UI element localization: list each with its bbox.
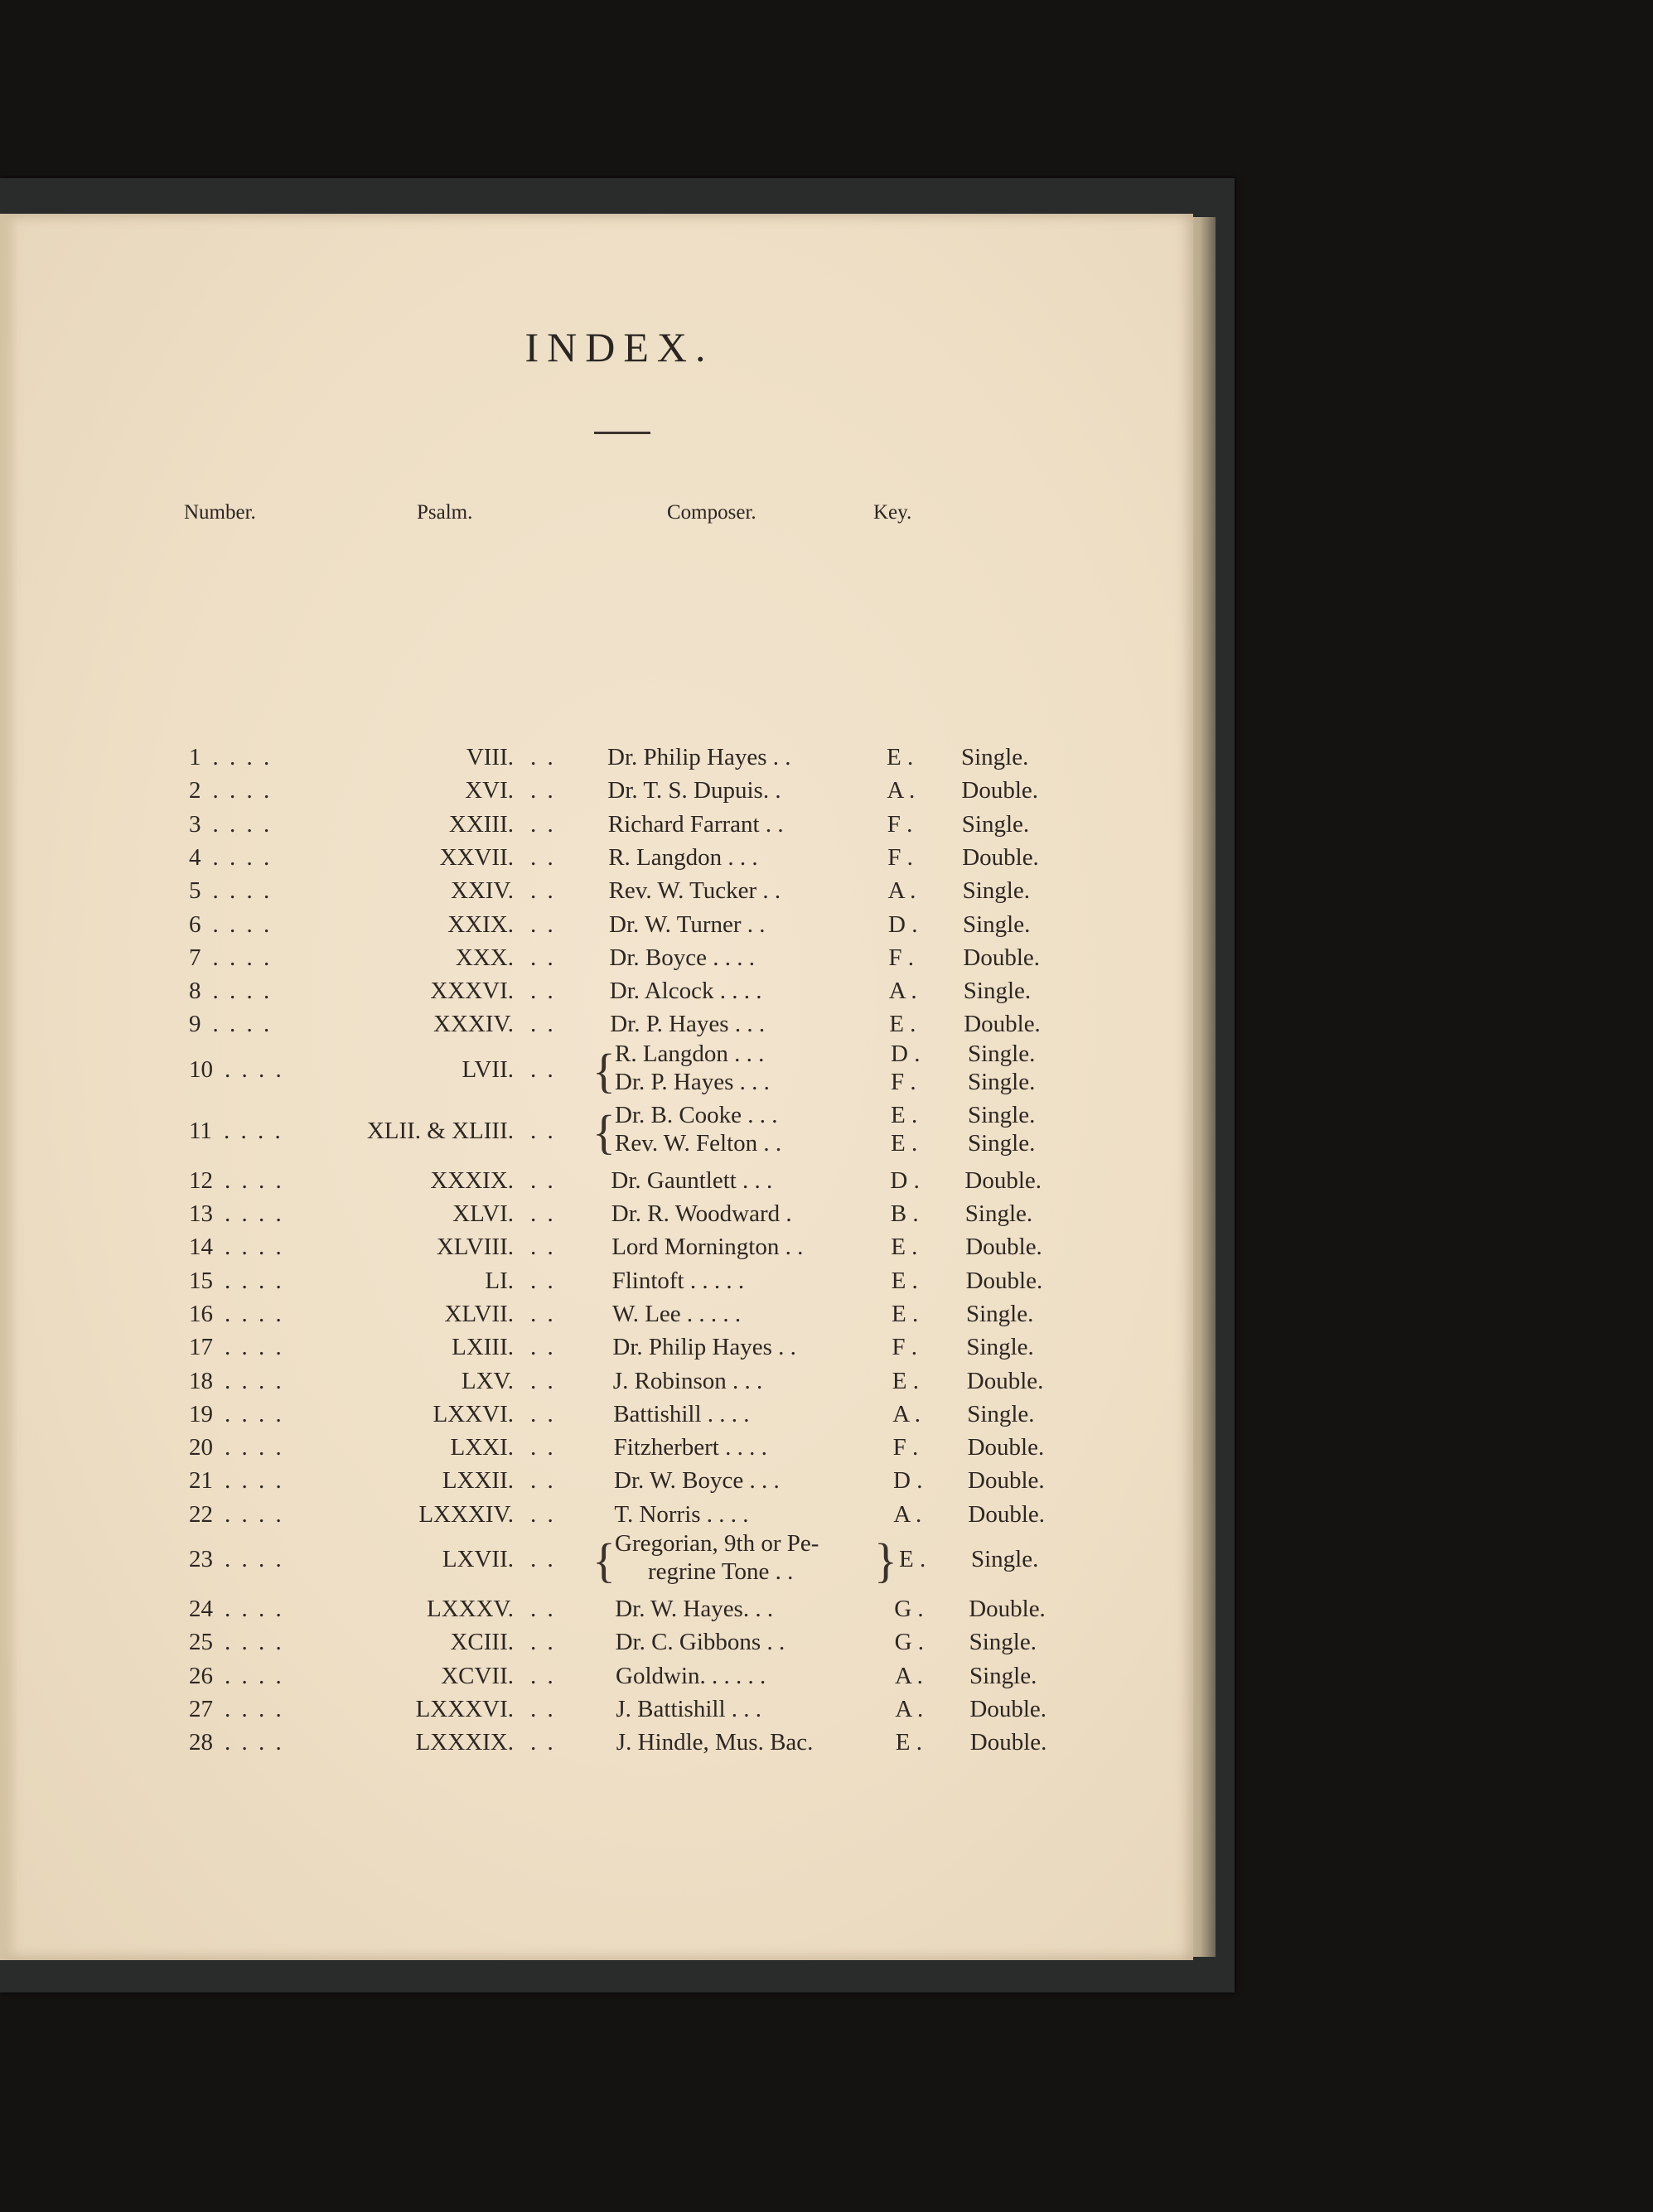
row-number (189, 911, 272, 939)
row-psalm: LXVII. (442, 1546, 514, 1572)
table-row (0, 877, 1193, 910)
table-row (0, 1629, 1193, 1662)
row-type: Single. (971, 1546, 1039, 1572)
row-leader-mid: . . (530, 1234, 556, 1261)
row-key: A . (888, 978, 917, 1005)
row-number-value: 10 (189, 1055, 213, 1083)
header-key: Key. (873, 501, 912, 524)
row-key: F . (888, 944, 915, 971)
row-key: A . (887, 777, 916, 804)
row-leader-mid: . . (530, 910, 556, 938)
row-number-value: 17 (189, 1334, 213, 1361)
row-leader-dots: . . . . (225, 1234, 284, 1261)
row-composer-b: Rev. W. Felton . . (615, 1129, 782, 1157)
row-leader-mid: . . (530, 1011, 556, 1038)
page-title: INDEX. (524, 324, 714, 370)
row-leader-mid: . . (530, 978, 556, 1005)
table-row (0, 1467, 1193, 1500)
row-psalm: XCVII. (441, 1662, 514, 1689)
row-number-value: 8 (189, 978, 201, 1005)
row-leader-dots: . . . . (225, 1267, 284, 1294)
row-brace-open: { (592, 1533, 616, 1587)
row-leader-dots: . . . . (225, 1546, 284, 1572)
row-number-value: 28 (189, 1729, 213, 1756)
row-leader-dots: . . . . (225, 1166, 284, 1194)
row-key: G . (894, 1629, 925, 1656)
row-composer: Rev. W. Tucker . . (608, 877, 781, 905)
row-number (189, 978, 272, 1005)
row-psalm: LXXXIV. (418, 1500, 514, 1528)
table-row (0, 1103, 1193, 1162)
table-row (0, 844, 1193, 877)
table-row (0, 1368, 1193, 1401)
row-leader-mid: . . (530, 1434, 556, 1461)
row-leader-dots: . . . . (212, 810, 273, 838)
row-type: Single. (966, 1300, 1034, 1327)
row-leader-mid: . . (530, 1200, 556, 1227)
row-composer: T. Norris . . . . (614, 1500, 749, 1528)
row-key: A . (887, 877, 916, 905)
row-key: F . (892, 1334, 918, 1361)
row-leader-dots: . . . . (225, 1200, 284, 1227)
table-row (0, 1041, 1193, 1101)
row-psalm: XXXVI. (430, 978, 514, 1005)
row-leader-mid: . . (530, 777, 556, 804)
row-psalm: XXVII. (439, 843, 514, 871)
row-key: A . (895, 1695, 924, 1722)
table-row (0, 1729, 1193, 1762)
row-type: Single. (969, 1629, 1037, 1656)
row-key: D . (888, 910, 918, 938)
row-key: A . (892, 1400, 921, 1427)
row-psalm: LXXI. (450, 1434, 514, 1461)
row-key: E . (899, 1546, 926, 1572)
row-leader-dots: . . . . (225, 1695, 284, 1722)
row-leader-dots: . . . . (225, 1300, 284, 1327)
row-type: Single. (962, 877, 1030, 905)
row-type-b: Single. (968, 1068, 1036, 1095)
row-leader-dots: . . . . (225, 1334, 284, 1361)
row-composer-a: R. Langdon . . . (615, 1040, 765, 1067)
table-row (0, 1268, 1193, 1301)
row-number (189, 1056, 284, 1084)
row-key: E . (892, 1367, 920, 1394)
row-key: E . (887, 744, 914, 770)
row-number-value: 15 (189, 1267, 213, 1294)
row-type: Double. (969, 1695, 1047, 1722)
row-psalm: XXIX. (447, 910, 514, 938)
table-row (0, 1596, 1193, 1629)
row-leader-dots: . . . . (225, 1500, 284, 1528)
row-number-value: 18 (189, 1367, 213, 1394)
row-leader-mid: . . (530, 1467, 556, 1495)
row-psalm: LXXVI. (433, 1400, 514, 1427)
row-type: Double. (965, 1234, 1042, 1261)
row-leader-mid: . . (530, 1662, 556, 1689)
row-psalm: XXX. (455, 944, 514, 971)
row-number (189, 1334, 284, 1361)
row-number (189, 1200, 284, 1228)
row-composer-a: Dr. B. Cooke . . . (615, 1101, 778, 1128)
row-psalm: VIII. (466, 744, 514, 770)
row-psalm: LXIII. (452, 1334, 514, 1361)
row-composer: Dr. Gauntlett . . . (611, 1166, 773, 1194)
row-leader-mid: . . (530, 1695, 556, 1722)
table-row (0, 1167, 1193, 1200)
header-composer: Composer. (667, 501, 756, 524)
row-psalm: XLVII. (444, 1300, 514, 1327)
row-number (189, 1696, 284, 1723)
row-type-a: Single. (968, 1040, 1036, 1067)
table-row (0, 1696, 1193, 1729)
row-key-a: E . (891, 1101, 918, 1128)
row-number-value: 13 (189, 1200, 213, 1227)
row-composer-b: Dr. P. Hayes . . . (615, 1068, 770, 1095)
row-number-value: 11 (189, 1117, 212, 1144)
row-number (189, 1729, 284, 1756)
row-leader-dots: . . . . (212, 1011, 273, 1038)
row-leader-dots: . . . . (225, 1467, 284, 1495)
row-key: A . (893, 1500, 922, 1528)
row-key: A . (895, 1662, 923, 1689)
row-leader-mid: . . (530, 877, 556, 905)
row-number (189, 1629, 284, 1656)
row-psalm: LXV. (461, 1367, 514, 1394)
row-number-value: 4 (189, 843, 201, 871)
row-number (189, 1011, 272, 1038)
row-leader-dots: . . . . (212, 744, 273, 770)
row-leader-dots: . . . . (223, 1117, 283, 1144)
row-type: Double. (965, 1267, 1043, 1294)
row-key: B . (890, 1200, 919, 1227)
table-row (0, 911, 1193, 944)
row-leader-mid: . . (530, 1055, 556, 1083)
row-psalm: XXIV. (451, 877, 514, 905)
title-rule (594, 432, 650, 434)
row-type: Double. (964, 1166, 1042, 1194)
table-row (0, 1501, 1193, 1534)
row-leader-dots: . . . . (212, 843, 273, 871)
row-psalm: XCIII. (450, 1629, 514, 1656)
row-type: Double. (968, 1467, 1045, 1495)
table-row (0, 1234, 1193, 1267)
row-key: F . (892, 1434, 919, 1461)
row-psalm: XXIII. (448, 810, 514, 838)
row-composer: Dr. W. Hayes. . . (615, 1596, 774, 1622)
row-composer: Goldwin. . . . . . (616, 1662, 766, 1689)
row-type: Single. (963, 910, 1031, 938)
row-key-a: D . (891, 1040, 921, 1067)
row-number-value: 2 (189, 777, 201, 804)
row-type: Single. (961, 810, 1030, 838)
row-leader-dots: . . . . (225, 1367, 284, 1394)
row-type: Double. (964, 1011, 1041, 1038)
row-key-b: F . (891, 1068, 916, 1095)
row-psalm: XLVIII. (436, 1234, 514, 1261)
table-row (0, 1301, 1193, 1334)
row-leader-mid: . . (530, 1500, 556, 1528)
row-composer: R. Langdon . . . (608, 843, 758, 871)
row-number (189, 1434, 284, 1461)
row-psalm: LVII. (462, 1055, 514, 1083)
row-composer: Dr. T. S. Dupuis. . (607, 777, 781, 804)
row-composer: J. Robinson . . . (612, 1367, 763, 1394)
table-row (0, 1334, 1193, 1367)
row-type: Double. (961, 777, 1039, 804)
row-psalm: LXXII. (442, 1467, 514, 1495)
row-type-b: Single. (968, 1129, 1036, 1157)
row-composer: J. Battishill . . . (616, 1695, 762, 1722)
row-number-value: 9 (189, 1011, 201, 1038)
row-key: D . (890, 1166, 920, 1194)
row-key: D . (893, 1467, 923, 1495)
header-psalm: Psalm. (417, 501, 473, 524)
row-composer: Flintoft . . . . . (611, 1267, 745, 1294)
row-number (189, 1596, 284, 1623)
row-composer-a: Gregorian, 9th or Pe- (615, 1530, 819, 1557)
row-psalm: XXXIV. (433, 1011, 514, 1038)
row-number-value: 20 (189, 1434, 213, 1461)
row-number (189, 844, 272, 872)
row-number (189, 877, 272, 905)
row-number-value: 16 (189, 1300, 213, 1327)
row-psalm: XLVI. (452, 1200, 514, 1227)
row-number-value: 19 (189, 1400, 213, 1427)
row-leader-dots: . . . . (225, 1629, 284, 1656)
row-leader-mid: . . (530, 1300, 556, 1327)
row-composer: Dr. R. Woodward . (611, 1200, 792, 1227)
row-number-value: 26 (189, 1662, 213, 1689)
row-number-value: 22 (189, 1500, 213, 1528)
row-type: Single. (961, 744, 1029, 770)
row-leader-mid: . . (530, 1166, 556, 1194)
row-number-value: 1 (189, 744, 201, 770)
table-row (0, 811, 1193, 844)
row-type: Double. (968, 1500, 1046, 1528)
row-number (189, 777, 272, 804)
row-composer-b: regrine Tone . . (648, 1558, 794, 1585)
row-number-value: 14 (189, 1234, 213, 1261)
row-leader-mid: . . (530, 1400, 556, 1427)
row-psalm: XXXIX. (430, 1166, 514, 1194)
row-leader-mid: . . (530, 1629, 556, 1656)
table-row (0, 944, 1193, 978)
row-number-value: 25 (189, 1629, 213, 1656)
table-row (0, 1401, 1193, 1434)
row-number-value: 6 (189, 910, 201, 938)
table-row (0, 1011, 1193, 1044)
row-type: Single. (964, 1200, 1033, 1227)
row-key: E . (891, 1234, 918, 1261)
row-number (189, 1118, 283, 1145)
row-composer: Battishill . . . . (613, 1400, 750, 1427)
table-row (0, 978, 1193, 1011)
row-leader-mid: . . (530, 1596, 556, 1622)
row-brace-close: } (874, 1533, 897, 1587)
row-key: E . (891, 1267, 918, 1294)
row-type: Double. (966, 1367, 1044, 1394)
row-leader-mid: . . (530, 1334, 556, 1361)
row-number-value: 23 (189, 1546, 213, 1572)
row-leader-dots: . . . . (212, 978, 273, 1005)
row-type: Double. (969, 1596, 1046, 1622)
row-leader-dots: . . . . (212, 910, 273, 938)
row-number (189, 744, 272, 771)
row-number (189, 1234, 284, 1261)
row-leader-dots: . . . . (225, 1400, 284, 1427)
row-leader-mid: . . (530, 843, 556, 871)
row-composer: Dr. W. Boyce . . . (614, 1467, 780, 1495)
row-key: E . (889, 1011, 916, 1038)
row-number (189, 1501, 284, 1529)
table-row (0, 744, 1193, 777)
row-leader-mid: . . (530, 810, 556, 838)
row-leader-dots: . . . . (225, 1055, 284, 1083)
row-composer: Dr. P. Hayes . . . (610, 1011, 766, 1038)
row-composer: Richard Farrant . . (607, 810, 784, 838)
row-number (189, 1368, 284, 1395)
row-psalm: LI. (485, 1267, 514, 1294)
row-type: Double. (963, 944, 1041, 971)
row-composer: W. Lee . . . . . (612, 1300, 742, 1327)
row-number (189, 1546, 284, 1573)
row-psalm: XLII. & XLIII. (366, 1117, 514, 1144)
row-leader-mid: . . (530, 1546, 556, 1572)
row-number (189, 1268, 284, 1295)
row-key-b: E . (891, 1129, 918, 1157)
row-number (189, 944, 272, 972)
row-number (189, 1401, 284, 1428)
row-key: F . (887, 843, 913, 871)
row-number (189, 1301, 284, 1328)
row-number-value: 21 (189, 1467, 213, 1495)
row-leader-mid: . . (530, 1267, 556, 1294)
row-composer: Dr. Philip Hayes . . (612, 1334, 796, 1361)
header-number: Number. (184, 501, 256, 524)
row-leader-dots: . . . . (212, 877, 273, 905)
row-key: E . (895, 1729, 923, 1756)
row-number (189, 811, 272, 838)
row-leader-dots: . . . . (212, 777, 273, 804)
row-number-value: 24 (189, 1596, 213, 1622)
row-composer: Fitzherbert . . . . (613, 1434, 767, 1461)
row-leader-dots: . . . . (225, 1662, 284, 1689)
row-type: Single. (967, 1400, 1035, 1427)
row-composer: Dr. W. Turner . . (609, 910, 766, 938)
row-number (189, 1167, 284, 1195)
row-leader-mid: . . (530, 744, 556, 770)
row-leader-mid: . . (530, 1367, 556, 1394)
table-row (0, 1663, 1193, 1696)
row-leader-mid: . . (530, 1117, 556, 1144)
row-composer: Dr. Boyce . . . . (609, 944, 755, 971)
row-leader-dots: . . . . (212, 944, 273, 971)
row-composer: J. Hindle, Mus. Bac. (616, 1729, 814, 1756)
row-brace-open: { (592, 1043, 616, 1098)
row-number (189, 1467, 284, 1495)
row-key: G . (894, 1596, 924, 1622)
row-type: Single. (963, 978, 1032, 1005)
table-row (0, 1531, 1193, 1591)
row-leader-mid: . . (530, 944, 556, 971)
row-type: Double. (969, 1729, 1047, 1756)
row-number-value: 7 (189, 944, 201, 971)
row-type-a: Single. (968, 1101, 1036, 1128)
row-key: F . (887, 810, 913, 838)
row-key: E . (892, 1300, 919, 1327)
row-psalm: LXXXVI. (415, 1695, 514, 1722)
row-composer: Lord Mornington . . (611, 1234, 804, 1261)
table-row (0, 1200, 1193, 1234)
row-number-value: 12 (189, 1166, 213, 1194)
row-brace-open: { (592, 1104, 616, 1159)
row-type: Double. (962, 843, 1039, 871)
row-number-value: 27 (189, 1695, 213, 1722)
row-number-value: 3 (189, 810, 201, 838)
row-type: Single. (969, 1662, 1037, 1689)
row-composer: Dr. Philip Hayes . . (607, 744, 791, 770)
row-number-value: 5 (189, 877, 201, 905)
row-number (189, 1663, 284, 1690)
table-row (0, 1434, 1193, 1467)
row-psalm: LXXXV. (427, 1596, 514, 1622)
row-leader-dots: . . . . (225, 1729, 284, 1756)
row-psalm: LXXXIX. (415, 1729, 514, 1756)
row-leader-mid: . . (530, 1729, 556, 1756)
row-leader-dots: . . . . (225, 1434, 284, 1461)
row-psalm: XVI. (465, 777, 514, 804)
row-type: Double. (967, 1434, 1045, 1461)
row-type: Single. (966, 1334, 1034, 1361)
row-composer: Dr. C. Gibbons . . (615, 1629, 785, 1656)
row-composer: Dr. Alcock . . . . (609, 978, 762, 1005)
table-row (0, 777, 1193, 810)
row-leader-dots: . . . . (225, 1596, 284, 1622)
